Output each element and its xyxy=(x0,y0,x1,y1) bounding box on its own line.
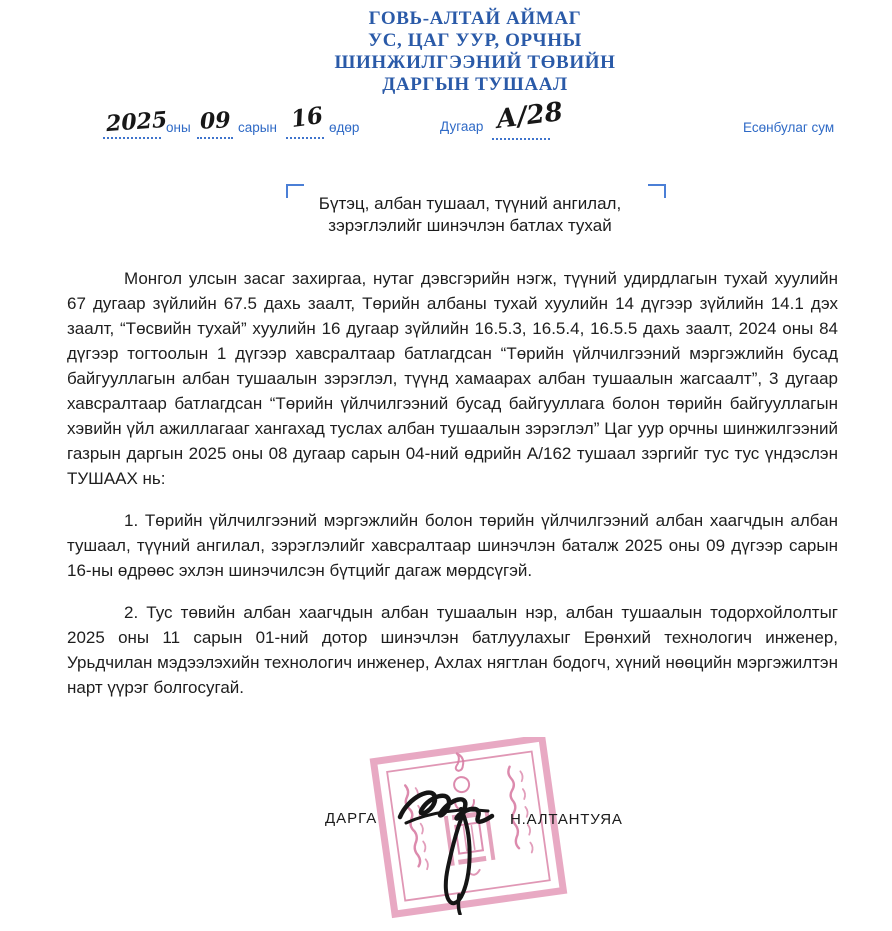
day-label: өдөр xyxy=(329,120,360,135)
handwritten-order-number: А/28 xyxy=(494,97,565,135)
signer-name: Н.АЛТАНТУЯА xyxy=(510,811,623,828)
order-item-1: 1. Төрийн үйлчилгээний мэргэжлийн болон төрийн үйлчилгээний албан хаагчдын албан тушаал, түүний ангилал, зэрэглэлийг хавсралтаар шинэчлэн баталж 2025 оны 09 дүгээр сарын 16-ны өдрөөс эхлэн шинэчилсэн бүтцийг дагаж мөрдсүгэй. xyxy=(67,511,838,580)
day-underline xyxy=(286,137,324,139)
letterhead xyxy=(255,8,695,96)
handwritten-month: 09 xyxy=(199,107,232,135)
year-underline xyxy=(103,137,161,139)
subject-title xyxy=(220,193,720,237)
subject-line-1: Бүтэц, албан тушаал, түүний ангилал, xyxy=(318,194,622,213)
intro-paragraph: Монгол улсын засаг захиргаа, нутаг дэвсгэрийн нэгж, түүний удирдлагын тухай хуулийн 67 дугаар зүйлийн 67.5 дахь заалт, Төрийн албаны тухай хуулийн 14 дүгээр зүйлийн 14.1 дэх заалт, “Төсвийн тухай” хуулийн 16 дугаар зүйлийн 16.5.3, 16.5.4, 16.5.5 дахь заалт, 2024 оны 84 дүгээр тогтоолын 1 дүгээр хавсралтаар батлагдсан “Төрийн үйлчилгээний мэргэжлийн бусад байгууллагын албан тушаалын зэрэглэл, түүнд хамаарах албан тушаалын жагсаалт”, 3 дугаар хавсралтаар батлагдсан “Төрийн үйлчилгээний бусад байгууллага болон төрийн байгууллагын хэвийн үйл ажиллагааг хангахад туслах албан тушаалын зэрэглэл” Цаг уур орчны шинжилгээний газрын даргын 2025 оны 08 дугаар сарын 04-ний өдрийн А/162 тушаал зэргийг тус тус үндэслэн ТУШААХ нь: xyxy=(67,269,838,488)
signature-ink-icon xyxy=(388,765,528,915)
document-body xyxy=(67,266,838,717)
order-item-2: 2. Тус төвийн албан хаагчдын албан тушаалын нэр, албан тушаалын тодорхойлолтыг 2025 оны 11 сарын 01-ний дотор шинэчлэн батлуулахыг Ерөнхий технологич инженер, Урьдчилан мэдээлэхийн технологич инженер, Ахлах нягтлан бодогч, хүний нөөцийн мэргэжилтэн нарт үүрэг болгосугай. xyxy=(67,603,838,697)
location-label: Есөнбулаг сум xyxy=(743,120,835,135)
signer-title: ДАРГА xyxy=(325,810,378,827)
letterhead-line-2: УС, ЦАГ УУР, ОРЧНЫ xyxy=(368,30,582,51)
handwritten-day: 16 xyxy=(289,101,325,134)
letterhead-line-4: ДАРГЫН ТУШААЛ xyxy=(382,74,568,95)
year-label: оны xyxy=(166,120,191,135)
month-label: сарын xyxy=(238,120,277,135)
number-underline xyxy=(492,138,550,140)
letterhead-line-3: ШИНЖИЛГЭЭНИЙ ТӨВИЙН xyxy=(334,52,616,73)
letterhead-line-1: ГОВЬ-АЛТАЙ АЙМАГ xyxy=(368,8,582,29)
subject-line-2: зэрэглэлийг шинэчлэн батлах тухай xyxy=(328,216,612,235)
handwritten-year: 2025 xyxy=(105,106,169,138)
month-underline xyxy=(197,137,233,139)
number-label: Дугаар xyxy=(440,119,484,134)
